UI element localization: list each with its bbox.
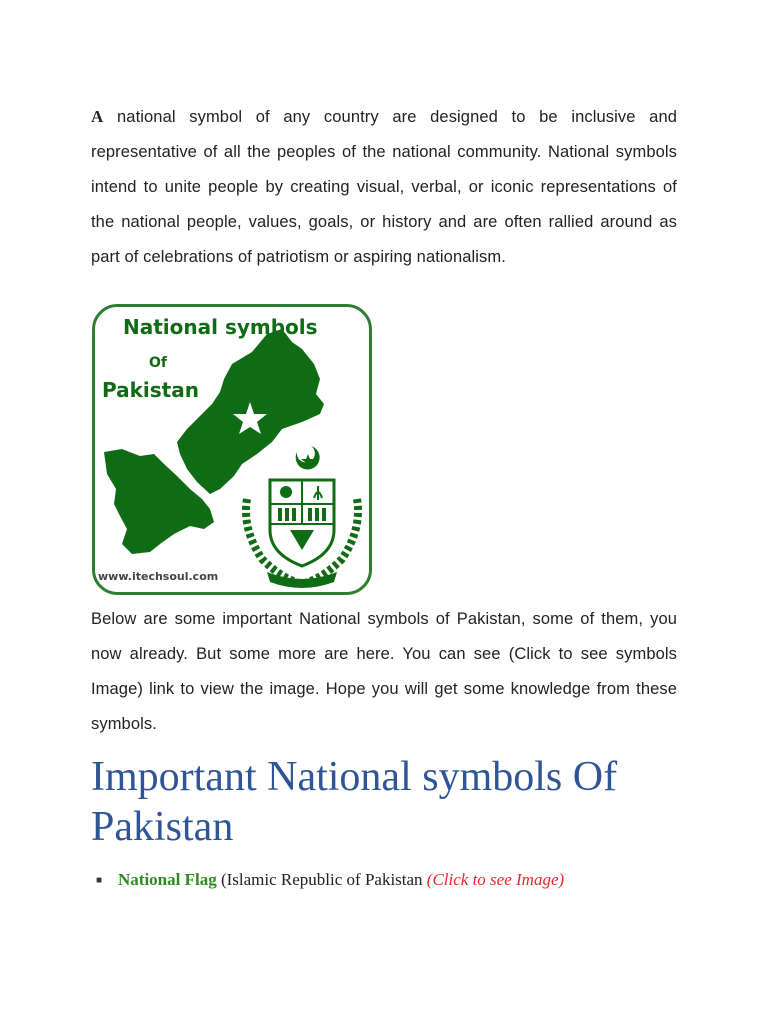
click-to-see-image-link[interactable]: (Click to see Image) — [426, 870, 565, 889]
intro-paragraph — [91, 99, 677, 275]
image-watermark: www.itechsoul.com — [98, 570, 219, 583]
national-symbols-graphic — [92, 304, 372, 595]
image-title-line2: Of — [149, 355, 167, 371]
symbols-list — [96, 866, 696, 895]
list-item-name: National Flag — [118, 870, 217, 889]
bullet-icon: ■ — [96, 875, 103, 886]
intro-first-letter: A — [91, 107, 104, 126]
intro-text: national symbol of any country are designed to be inclusive and representative of all the peoples of the national community. National symbols intend to unite people by creating visual, verbal, or iconic representations of the national people, values, goals, or history and are often rallied around as part of celebrations of patriotism or aspiring nationalism. — [91, 108, 677, 266]
national-symbols-image — [92, 304, 372, 595]
image-title-line1: National symbols — [123, 315, 318, 339]
list-item — [96, 866, 696, 895]
image-title-line3: Pakistan — [102, 378, 199, 402]
list-item-desc: (Islamic Republic of Pakistan — [216, 870, 427, 889]
below-paragraph: Below are some important National symbols of Pakistan, some of them, you now already. But some more are here. You can see (Click to see symbols Image) link to view the image. Hope you will get some knowledge from these symbols. — [91, 610, 677, 733]
section-heading: Important National symbols Of Pakistan — [91, 754, 618, 850]
